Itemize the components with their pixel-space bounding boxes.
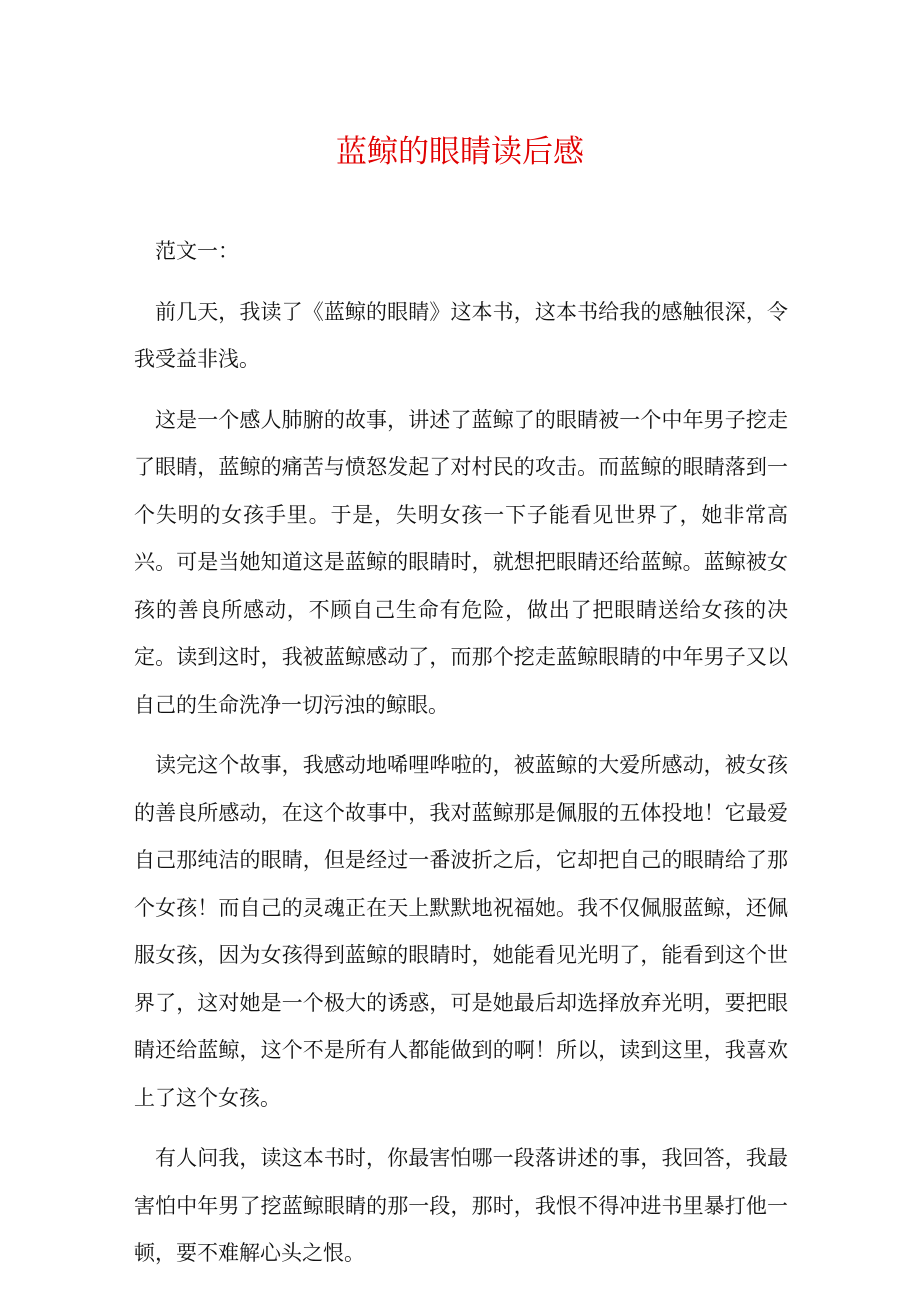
document-body bbox=[134, 228, 788, 1291]
paragraph: 有人问我，读这本书时，你最害怕哪一段落讲述的事，我回答，我最害怕中年男了挖蓝鲸眼睛的那一段，那时，我恨不得冲进书里暴打他一顿，要不难解心头之恨。 bbox=[134, 1146, 788, 1265]
section-label: 范文一： bbox=[155, 239, 239, 263]
paragraph: 读完这个故事，我感动地唏哩哗啦的，被蓝鲸的大爱所感动，被女孩的善良所感动，在这个故事中，我对蓝鲸那是佩服的五体投地！它最爱自己那纯洁的眼睛，但是经过一番波折之后，它却把自己的眼睛给了那个女孩！而自己的灵魂正在天上默默地祝福她。我不仅佩服蓝鲸，还佩服女孩，因为女孩得到蓝鲸的眼睛时，她能看见光明了，能看到这个世界了，这对她是一个极大的诱惑，可是她最后却选择放弃光明，要把眼睛还给蓝鲸，这个不是所有人都能做到的啊！所以，读到这里，我喜欢上了这个女孩。 bbox=[134, 753, 788, 1110]
document-title: 蓝鲸的眼睛读后感 bbox=[336, 134, 584, 170]
paragraph: 前几天，我读了《蓝鲸的眼睛》这本书，这本书给我的感触很深，令我受益非浅。 bbox=[134, 299, 788, 371]
paragraph: 这是一个感人肺腑的故事，讲述了蓝鲸了的眼睛被一个中年男子挖走了眼睛，蓝鲸的痛苦与愤怒发起了对村民的攻击。而蓝鲸的眼睛落到一个失明的女孩手里。于是，失明女孩一下子能看见世界了，她非常高兴。可是当她知道这是蓝鲸的眼睛时，就想把眼睛还给蓝鲸。蓝鲸被女孩的善良所感动，不顾自己生命有危险，做出了把眼睛送给女孩的决定。读到这时，我被蓝鲸感动了，而那个挖走蓝鲸眼睛的中年男子又以自己的生命洗净一切污浊的鲸眼。 bbox=[134, 407, 788, 717]
